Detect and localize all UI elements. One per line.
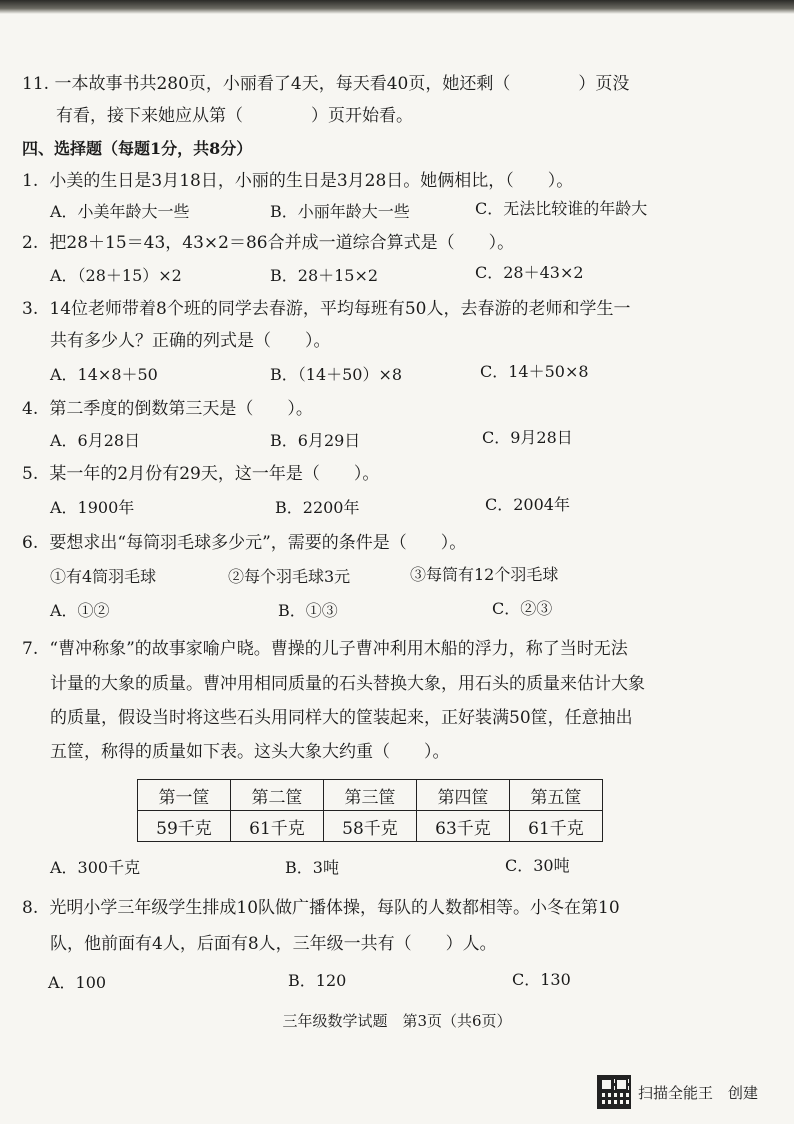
q5-option-a: A．1900年 — [50, 498, 135, 517]
question-2: 2. 把28＋15＝43，43×2＝86合并成一道综合算式是（ ）。 — [22, 233, 515, 253]
q8-option-b: B．120 — [288, 971, 347, 990]
table-cell: 61千克 — [231, 811, 324, 842]
table-cell: 59千克 — [138, 811, 231, 842]
q6-condition-3: ③每筒有12个羽毛球 — [410, 565, 559, 584]
q4-option-a: A．6月28日 — [50, 431, 141, 450]
question-3: 3. 14位老师带着8个班的同学去春游，平均每班有50人，去春游的老师和学生一 — [22, 299, 631, 319]
question-7-line4: 五筐，称得的质量如下表。这头大象大约重（ ）。 — [50, 742, 450, 762]
table-cell: 61千克 — [510, 811, 603, 842]
question-8-line2: 队，他前面有4人，后面有8人，三年级一共有（ ）人。 — [50, 934, 497, 954]
q7-option-a: A．300千克 — [50, 858, 141, 877]
q8-option-a: A．100 — [48, 973, 107, 992]
table-header-cell: 第二筐 — [231, 780, 324, 811]
q6-option-c: C．②③ — [492, 599, 553, 618]
q4-option-b: B．6月29日 — [270, 431, 361, 450]
qr-code-icon — [597, 1075, 631, 1109]
q1-option-b: B．小丽年龄大一些 — [270, 202, 410, 221]
table-header-cell: 第五筐 — [510, 780, 603, 811]
q11-line2: 有看，接下来她应从第（ ）页开始看。 — [56, 106, 413, 126]
question-7-line3: 的质量，假设当时将这些石头用同样大的筐装起来，正好装满50筐，任意抽出 — [50, 708, 633, 728]
table-header-cell: 第一筐 — [138, 780, 231, 811]
question-6: 6. 要想求出“每筒羽毛球多少元”，需要的条件是（ ）。 — [22, 533, 467, 553]
q2-option-c: C．28＋43×2 — [475, 263, 584, 282]
q6-option-a: A．①② — [50, 601, 110, 620]
q6-condition-2: ②每个羽毛球3元 — [228, 567, 351, 586]
table-row — [138, 811, 603, 842]
section-title: 四、选择题（每题1分，共8分） — [22, 139, 253, 158]
q6-condition-1: ①有4筒羽毛球 — [50, 567, 157, 586]
q2-option-b: B．28＋15×2 — [270, 266, 379, 285]
q4-option-c: C．9月28日 — [482, 428, 573, 447]
q8-option-c: C．130 — [512, 970, 571, 989]
q3-option-c: C．14＋50×8 — [480, 362, 589, 381]
q3-option-a: A．14×8＋50 — [50, 365, 158, 384]
question-5: 5. 某一年的2月份有29天，这一年是（ ）。 — [22, 464, 380, 484]
question-3-line2: 共有多少人？正确的列式是（ ）。 — [50, 331, 331, 351]
table-header-cell: 第四筐 — [417, 780, 510, 811]
question-7: 7. “曹冲称象”的故事家喻户晓。曹操的儿子曹冲利用木船的浮力，称了当时无法 — [22, 639, 628, 659]
q11-text: 一本故事书共280页，小丽看了4天，每天看40页，她还剩（ ）页没 — [54, 74, 630, 94]
q2-option-a: A．（28＋15）×2 — [50, 266, 182, 285]
q6-option-b: B．①③ — [278, 601, 338, 620]
q3-option-b: B．（14＋50）×8 — [270, 365, 403, 384]
q7-option-b: B．3吨 — [285, 858, 339, 877]
scan-top-edge — [0, 0, 794, 14]
table-cell: 63千克 — [417, 811, 510, 842]
question-7-line2: 计量的大象的质量。曹冲用相同质量的石头替换大象，用石头的质量来估计大象 — [50, 674, 645, 694]
basket-mass-table — [137, 779, 603, 842]
page-footer: 三年级数学试题 第3页（共6页） — [282, 1012, 512, 1030]
scanner-watermark: 扫描全能王 创建 — [638, 1084, 759, 1102]
question-8: 8. 光明小学三年级学生排成10队做广播体操，每队的人数都相等。小冬在第10 — [22, 898, 620, 918]
q5-option-b: B．2200年 — [275, 498, 360, 517]
q1-option-c: C．无法比较谁的年龄大 — [475, 199, 648, 218]
q1-option-a: A．小美年龄大一些 — [50, 202, 190, 221]
table-header-row — [138, 780, 603, 811]
question-1: 1. 小美的生日是3月18日，小丽的生日是3月28日。她俩相比，（ ）。 — [22, 171, 574, 191]
q11-line1 — [22, 73, 629, 95]
q7-option-c: C．30吨 — [505, 856, 570, 875]
q11-number: 11. — [22, 74, 50, 94]
q5-option-c: C．2004年 — [485, 495, 570, 514]
table-header-cell: 第三筐 — [324, 780, 417, 811]
question-4: 4. 第二季度的倒数第三天是（ ）。 — [22, 399, 313, 419]
table-cell: 58千克 — [324, 811, 417, 842]
